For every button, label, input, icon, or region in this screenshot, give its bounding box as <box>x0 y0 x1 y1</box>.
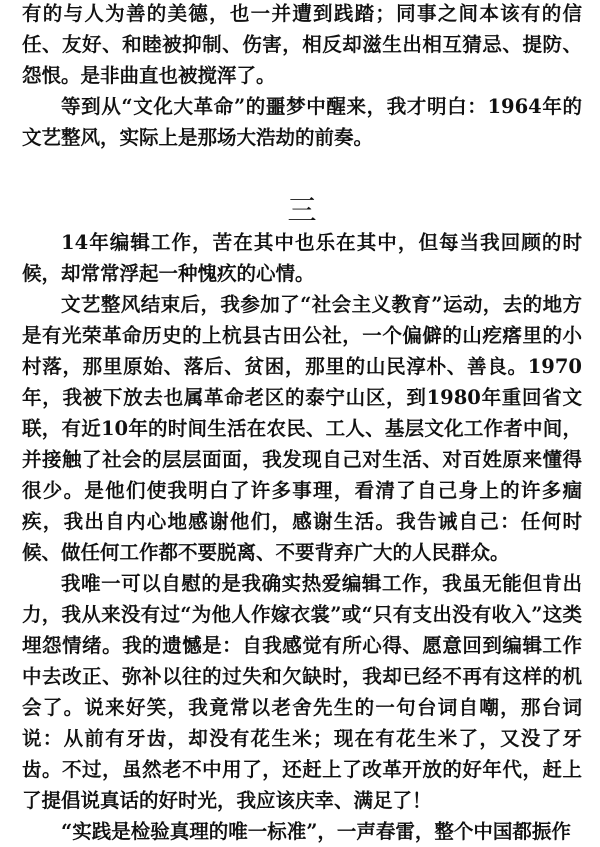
section-heading: 三 <box>287 193 317 227</box>
paragraph-continued: 有的与人为善的美德，也一并遭到践踏；同事之间本该有的信任、友好、和睦被抑制、伤害，相反却滋生出相互猜忌、提防、怨恨。是非曲直也被搅浑了。 <box>22 2 582 87</box>
paragraph: 14年编辑工作，苦在其中也乐在其中，但每当我回顾的时候，却常常浮起一种愧疚的心情。 <box>22 231 582 285</box>
paragraph: 我唯一可以自慰的是我确实热爱编辑工作，我虽无能但肯出力，我从来没有过“为他人作嫁衣裳”或“只有支出没有收入”这类埋怨情绪。我的遗憾是：自我感觉有所心得、愿意回到编辑工作中去改正、弥补以往的过失和欠缺时，我却已经不再有这样的机会了。说来好笑，我竟常以老舍先生的一句台词自嘲，那台词说：从前有牙齿，却没有花生米；现在有花生米了，又没了牙齿。不过，虽然老不中用了，还赶上了改革开放的好年代，赶上了提倡说真话的好时光，我应该庆幸、满足了！ <box>22 572 582 812</box>
paragraph: 等到从“文化大革命”的噩梦中醒来，我才明白：1964年的文艺整风，实际上是那场大浩劫的前奏。 <box>22 95 582 149</box>
paragraph-truncated: “实践是检验真理的唯一标准”，一声春雷，整个中国都振作 <box>61 820 571 843</box>
paragraph: 文艺整风结束后，我参加了“社会主义教育”运动，去的地方是有光荣革命历史的上杭县古田公社，一个偏僻的山疙瘩里的小村落，那里原始、落后、贫困，那里的山民淳朴、善良。1970年，我被下放去也属革命老区的泰宁山区，到1980年重回省文联，有近10年的时间生活在农民、工人、基层文化工作者中间，并接触了社会的层层面面，我发现自己对生活、对百姓原来懂得很少。是他们使我明白了许多事理，看清了自己身上的许多痼疾，我出自内心地感谢他们，感谢生活。我告诫自己：任何时候、做任何工作都不要脱离、不要背弃广大的人民群众。 <box>22 293 582 564</box>
